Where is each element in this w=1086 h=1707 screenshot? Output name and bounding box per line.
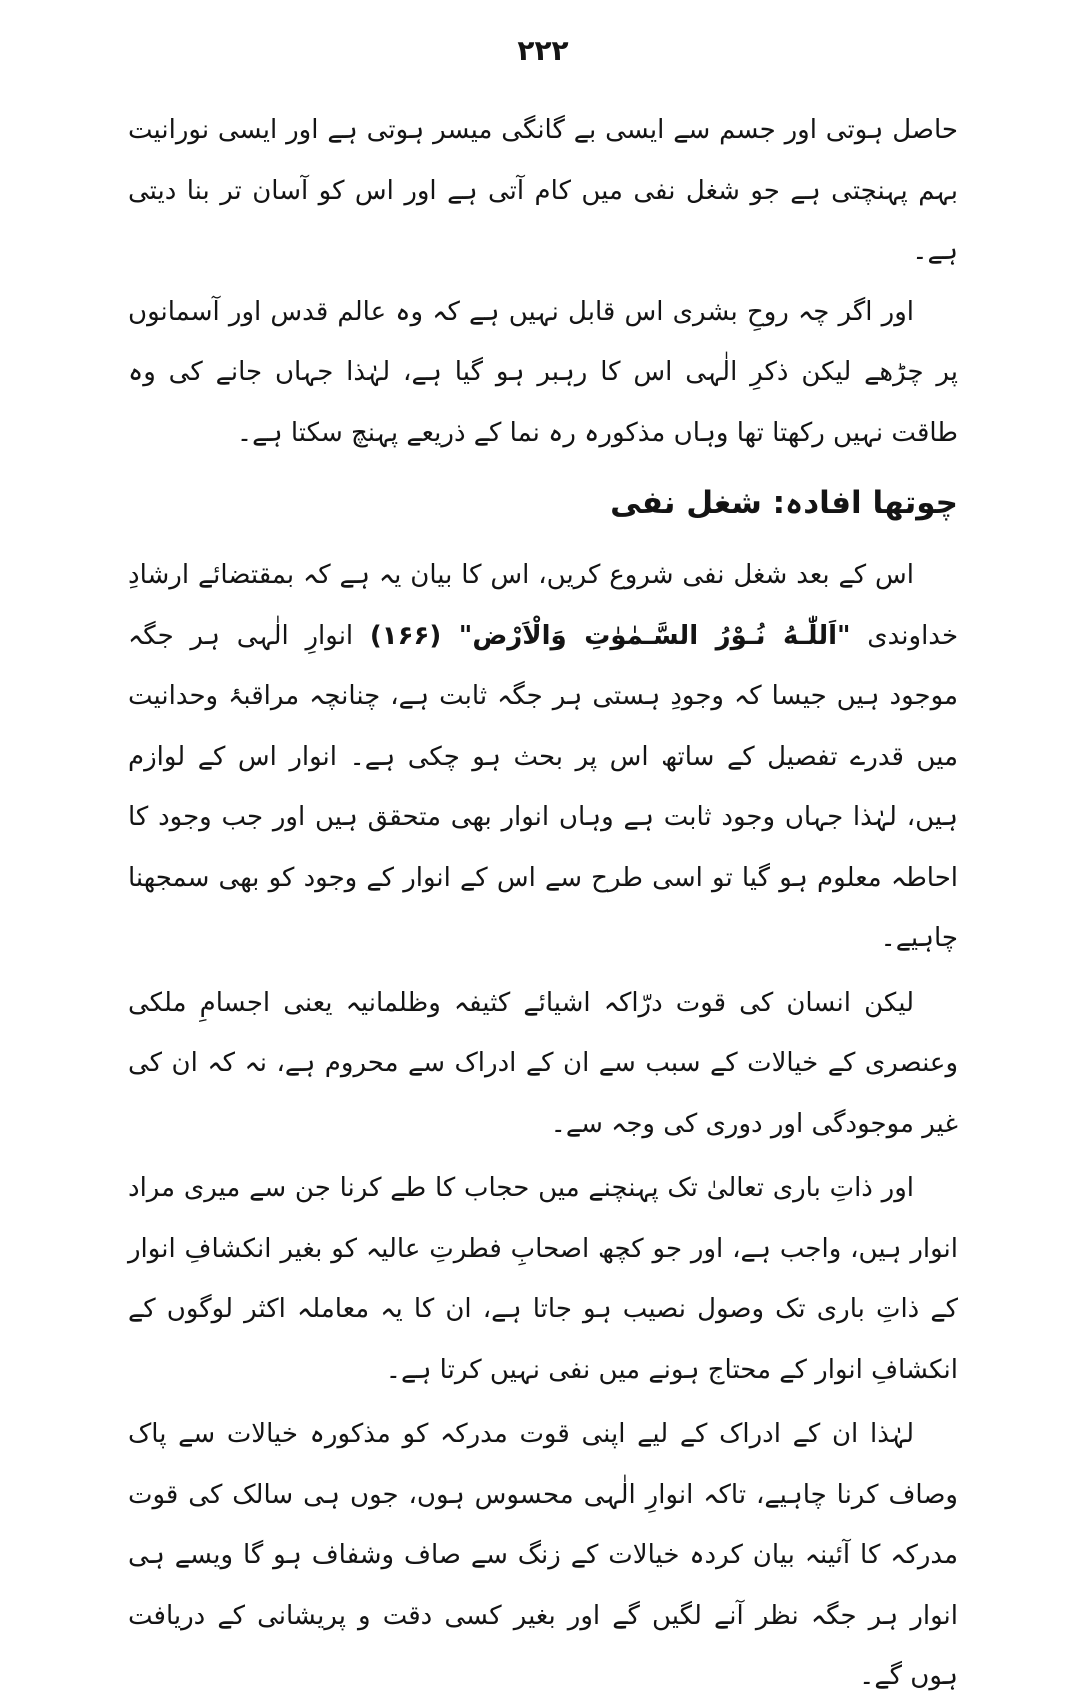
- paragraph-5: اور ذاتِ باری تعالیٰ تک پہنچنے میں حجاب کا طے کرنا جن سے میری مراد انوار ہیں، واجب ہے، اور جو کچھ اصحابِ فطرتِ عالیہ کو بغیر انکشافِ انوار کے ذاتِ باری تک وصول نصیب ہو جاتا ہے، ان کا یہ معاملہ اکثر لوگوں کے انکشافِ انوار کے محتاج ہونے میں نفی نہیں کرتا ہے۔: [128, 1173, 958, 1385]
- page-body: [128, 100, 958, 1707]
- section-heading: چوتھا افادہ: شغل نفی: [610, 485, 958, 521]
- paragraph-2: اور اگر چہ روحِ بشری اس قابل نہیں ہے کہ وہ عالم قدس اور آسمانوں پر چڑھے لیکن ذکرِ الٰہی اس کا رہبر ہو گیا ہے، لہٰذا جہاں جانے کی وہ طاقت نہیں رکھتا تھا وہاں مذکورہ رہ نما کے ذریعے پہنچ سکتا ہے۔: [128, 296, 958, 448]
- paragraph-6: لہٰذا ان کے ادراک کے لیے اپنی قوت مدرکہ کو مذکورہ خیالات سے پاک وصاف کرنا چاہیے، تاکہ انوارِ الٰہی محسوس ہوں، جوں ہی سالک کی قوت مدرکہ کا آئینہ بیان کردہ خیالات کے زنگ سے صاف وشفاف ہو گا ویسے ہی انوار ہر جگہ نظر آنے لگیں گے اور بغیر کسی دقت و پریشانی کے دریافت ہوں گے۔: [128, 1419, 958, 1691]
- paragraph-3: [128, 545, 958, 969]
- paragraph-1: حاصل ہوتی اور جسم سے ایسی بے گانگی میسر ہوتی ہے اور ایسی نورانیت بہم پہنچتی ہے جو شغل نفی میں کام آتی ہے اور اس کو آسان تر بنا دیتی ہے۔: [128, 115, 958, 266]
- paragraph-3-lead: اس کے بعد شغل نفی شروع کریں، اس کا بیان یہ ہے کہ بمقتضائے ارشادِ خداوندی: [128, 560, 959, 651]
- quran-verse-quote: "اَللّٰـهُ نُـوْرُ السَّـمٰوٰتِ وَالْاَرْض" (۱۶۶): [369, 620, 851, 651]
- paragraph-4: لیکن انسان کی قوت درّاکہ اشیائے کثیفہ وظلمانیہ یعنی اجسامِ ملکی وعنصری کے خیالات کے سبب سے ان کے ادراک سے محروم ہے، نہ کہ ان کی غیر موجودگی اور دوری کی وجہ سے۔: [128, 987, 958, 1139]
- paragraph-3-body: انوارِ الٰہی ہر جگہ موجود ہیں جیسا کہ وجودِ ہستی ہر جگہ ثابت ہے، چنانچہ مراقبۂ وحدانیت میں قدرے تفصیل کے ساتھ اس پر بحث ہو چکی ہے۔ انوار اس کے لوازم ہیں، لہٰذا جہاں وجود ثابت ہے وہاں انوار بھی متحقق ہیں اور جب وجود کا احاطہ معلوم ہو گیا تو اسی طرح سے اس کے انوار کے وجود کو بھی سمجھنا چاہیے۔: [128, 620, 958, 953]
- page-number: ۲۲۲: [517, 34, 569, 67]
